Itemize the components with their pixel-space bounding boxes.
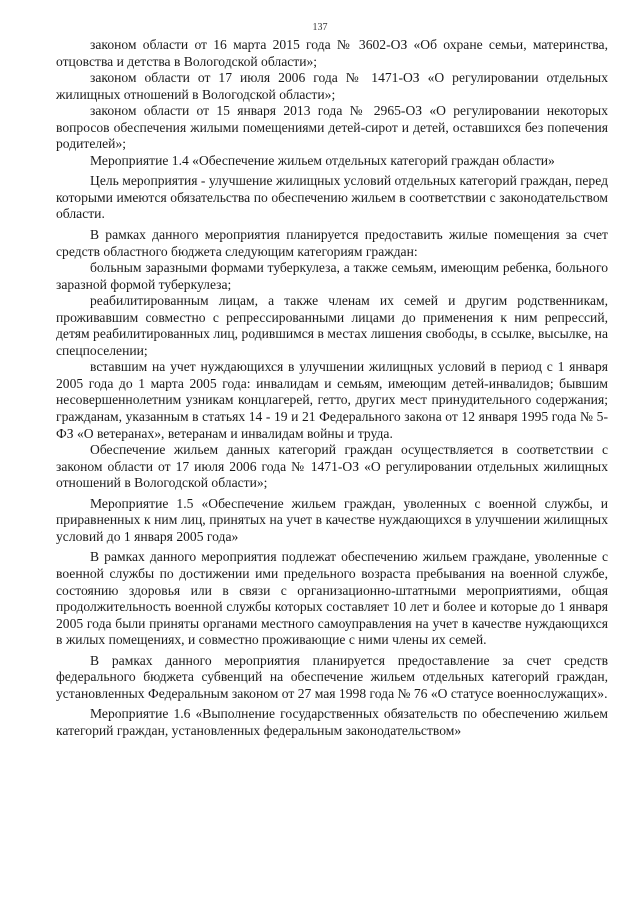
paragraph-rehabilitated-persons: реабилитированным лицам, а также членам их семей и другим родственникам, проживавшим совместно с репрессированными лицами до применения к ним репрессий, детям реабилитированных лиц, родившимся в местах лишения свободы, в ссылке, высылке, на спецпоселении; — [56, 293, 608, 358]
paragraph-tuberculosis-patients: больным заразными формами туберкулеза, а также семьям, имеющим ребенка, больного заразной формой туберкулеза; — [56, 260, 608, 292]
paragraph-provision-basis: Обеспечение жильем данных категорий граждан осуществляется в соответствии с законом области от 17 июля 2006 года № 1471-ОЗ «О регулировании отдельных жилищных отношений в Вологодской области»; — [56, 442, 608, 491]
paragraph-military-retirees: В рамках данного мероприятия подлежат обеспечению жильем граждане, уволенные с военной службы по достижении ими предельного возраста пребывания на военной службе, состоянию здоровья или в связи с организационно-штатными мероприятиями, общая продолжительность военной службы которых составляет 10 лет и более и которые до 1 января 2005 года были приняты органами местного самоуправления на учет в качестве нуждающихся в жилых помещениях, и совместно проживающие с ними члены их семей. — [56, 549, 608, 648]
page-number: 137 — [312, 22, 328, 33]
paragraph-measure-1-6-title: Мероприятие 1.6 «Выполнение государственных обязательств по обеспечению жильем категорий граждан, установленных федеральным законодательством» — [56, 706, 608, 738]
paragraph-law-orphans-housing: законом области от 15 января 2013 года № 2965-ОЗ «О регулировании некоторых вопросов обеспечения жилыми помещениями детей-сирот и детей, оставшихся без попечения родителей»; — [56, 103, 608, 152]
paragraph-federal-subventions: В рамках данного мероприятия планируется предоставление за счет средств федерального бюджета субвенций на обеспечение жильем отдельных категорий граждан, установленных Федеральным законом от 27 мая 1998 года № 76 «О статусе военнослужащих». — [56, 652, 608, 701]
paragraph-measure-1-5-title: Мероприятие 1.5 «Обеспечение жильем граждан, уволенных с военной службы, и приравненных к ним лиц, принятых на учет в качестве нуждающихся в улучшении жилищных условий до 1 января 2005 года» — [56, 495, 608, 544]
paragraph-measure-1-4-title: Мероприятие 1.4 «Обеспечение жильем отдельных категорий граждан области» — [90, 152, 555, 168]
document-body — [56, 37, 608, 739]
paragraph-registered-2005: вставшим на учет нуждающихся в улучшении жилищных условий в период с 1 января 2005 года до 1 марта 2005 года: инвалидам и семьям, имеющим детей-инвалидов; бывшим несовершеннолетним узникам концлагерей, гетто, других мест принудительного содержания; гражданам, указанным в статьях 14 - 19 и 21 Федерального закона от 12 января 1995 года № 5-ФЗ «О ветеранах», ветеранам и инвалидам войны и труда. — [56, 359, 608, 441]
paragraph-measure-goal: Цель мероприятия - улучшение жилищных условий отдельных категорий граждан, перед которыми имеются обязательства по обеспечению жильем в соответствии с законодательством области. — [56, 173, 608, 222]
paragraph-measure-scope: В рамках данного мероприятия планируется предоставить жилые помещения за счет средств областного бюджета следующим категориям граждан: — [56, 227, 608, 259]
paragraph-law-family-protection: законом области от 16 марта 2015 года № 3602-ОЗ «Об охране семьи, материнства, отцовства и детства в Вологодской области»; — [56, 37, 608, 69]
paragraph-law-housing-relations: законом области от 17 июля 2006 года № 1471-ОЗ «О регулировании отдельных жилищных отношений в Вологодской области»; — [56, 70, 608, 102]
